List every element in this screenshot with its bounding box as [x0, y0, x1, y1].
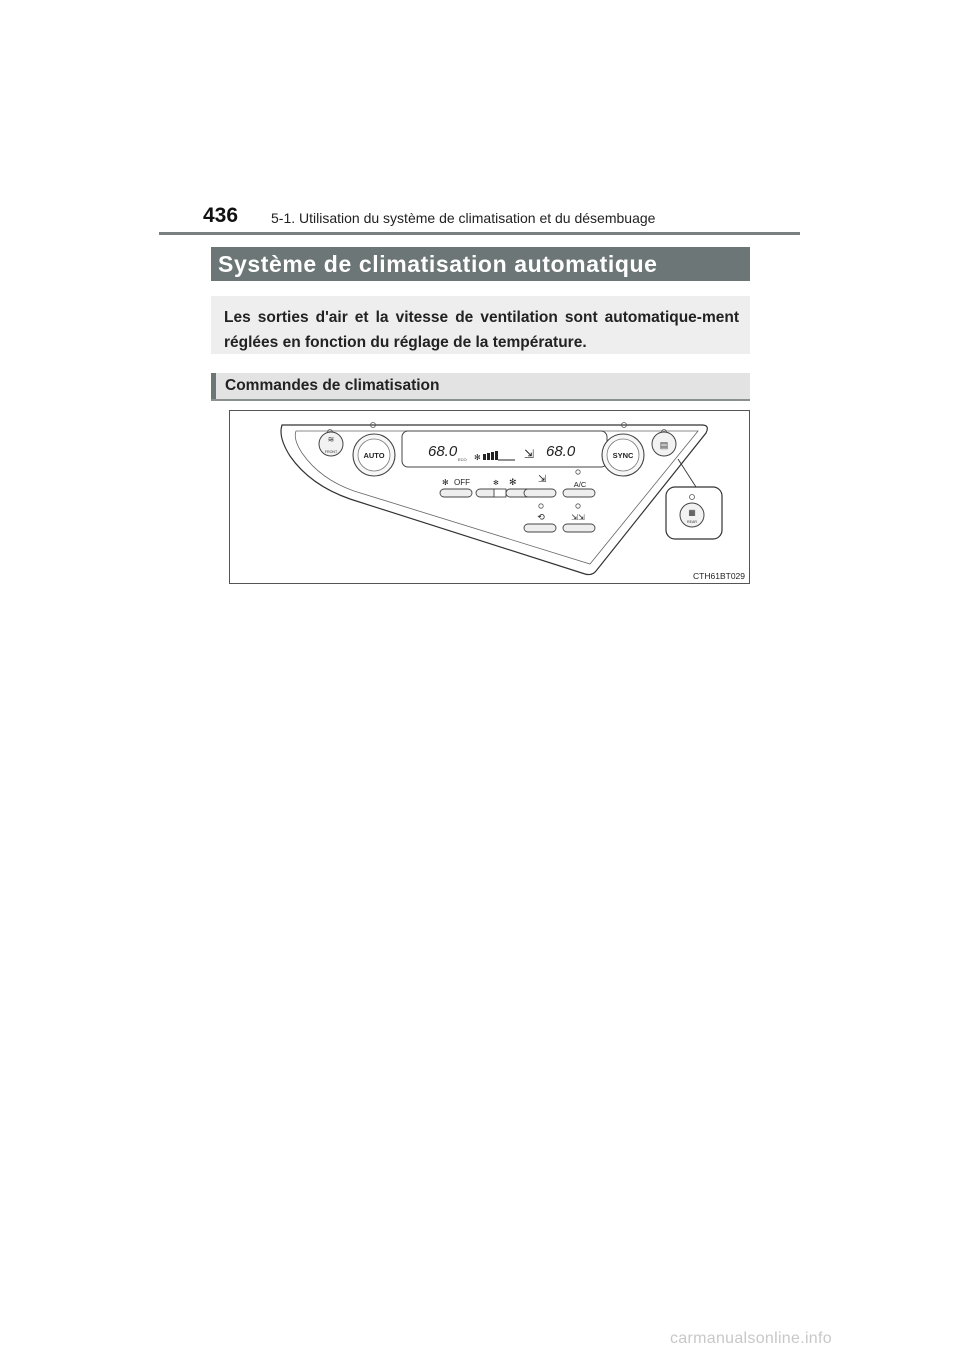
subsection-heading — [211, 373, 750, 401]
ac-button-label: A/C — [573, 480, 587, 489]
front-button-label: FRONT — [324, 450, 338, 454]
callout-line — [678, 459, 696, 487]
recirculation-icon: ⟲ — [537, 512, 545, 522]
fan-off-icon: ✻ — [442, 478, 449, 487]
fan-bar — [495, 451, 498, 460]
eco-indicator: ECO — [458, 457, 467, 462]
section-title: Système de climatisation automatique — [218, 251, 658, 277]
footer-watermark: carmanualsonline.info — [670, 1330, 832, 1347]
fan-low-icon: ✻ — [493, 480, 499, 487]
airflow-mode-icon: ⇲ — [524, 447, 535, 461]
ac-button — [563, 489, 595, 497]
intro-text: Les sorties d'air et la vitesse de ventilation sont automatique-ment réglées en fonction du réglage de la température. — [224, 309, 739, 351]
running-title: 5-1. Utilisation du système de climatisation et du désembuage — [271, 210, 656, 226]
subsection-title: Commandes de climatisation — [225, 377, 440, 394]
fan-speed-icon: ✻ — [474, 453, 481, 462]
intro-box — [211, 296, 750, 354]
fan-off-label: OFF — [454, 478, 470, 487]
auto-button-label: AUTO — [363, 451, 385, 460]
page-number: 436 — [203, 204, 239, 227]
section-title-bar — [211, 247, 750, 281]
fan-bar — [487, 453, 490, 460]
mode-select-button — [563, 524, 595, 532]
front-defroster-icon: ≋ — [327, 435, 335, 444]
fan-rocker-center — [494, 489, 506, 497]
mode-button — [524, 489, 556, 497]
mode-icon: ⇲ — [538, 474, 547, 485]
panel-outline — [281, 425, 707, 575]
header-rule — [159, 232, 800, 235]
climate-panel-drawing — [230, 411, 751, 585]
fan-high-icon: ✻ — [509, 477, 517, 487]
fan-bar — [483, 454, 486, 460]
rear-button-label: REAR — [687, 520, 697, 524]
rear-defogger-icon: ▤ — [659, 440, 669, 450]
page-header — [159, 200, 800, 236]
ac-indicator — [576, 470, 580, 474]
seat-indicator — [576, 504, 580, 508]
left-temperature: 68.0 — [428, 443, 458, 460]
fan-bar — [491, 452, 494, 460]
sync-button-label: SYNC — [612, 451, 634, 460]
fan-off-button — [440, 489, 472, 497]
recirc-indicator — [539, 504, 543, 508]
subsection-marker — [211, 373, 216, 399]
climate-control-illustration — [229, 410, 750, 584]
recirculation-button — [524, 524, 556, 532]
windshield-mode-icon: ⇲⇲ — [571, 513, 585, 522]
right-temperature: 68.0 — [546, 443, 576, 460]
rear-window-icon: ▦ — [688, 508, 696, 517]
figure-code: CTH61BT029 — [693, 571, 745, 581]
